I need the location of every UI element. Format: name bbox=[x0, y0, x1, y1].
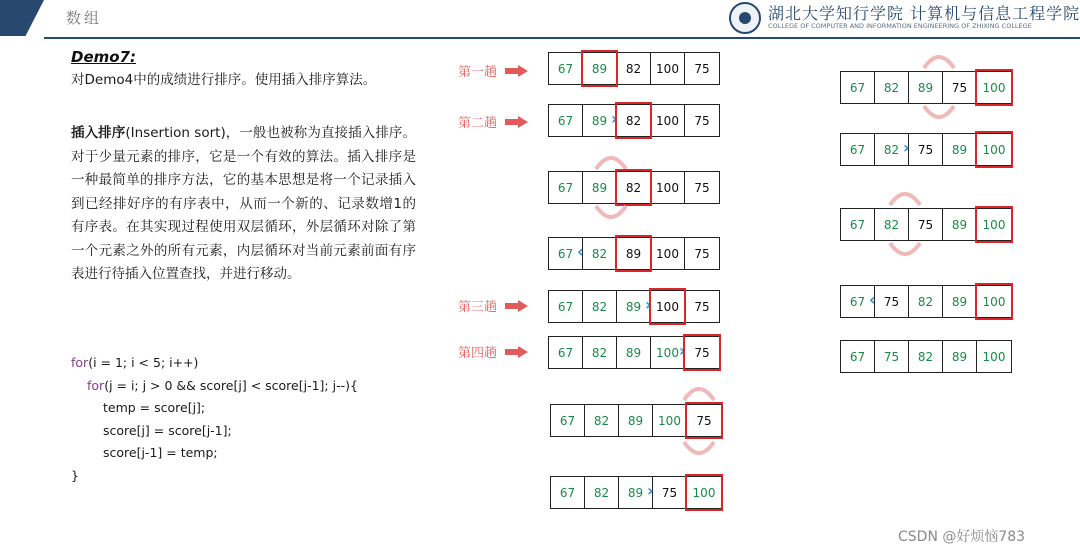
array-cell: 75 bbox=[694, 180, 710, 195]
array-cell bbox=[977, 209, 1011, 240]
right-arrow-icon bbox=[505, 300, 529, 312]
array-cell bbox=[577, 238, 617, 269]
array-cell bbox=[687, 405, 721, 436]
pass-label-text: 第二趟 bbox=[458, 116, 498, 131]
array-row bbox=[550, 404, 722, 437]
code-line: } bbox=[71, 467, 79, 483]
array-cell: 67 bbox=[841, 209, 875, 240]
array-cell: 67 bbox=[551, 477, 585, 508]
array-cell: 67 bbox=[549, 172, 583, 203]
swap-arrow-icon bbox=[680, 440, 718, 464]
array-cell: 67 bbox=[841, 341, 875, 372]
term-english: (Insertion sort) bbox=[125, 125, 226, 141]
code-keyword: for bbox=[71, 355, 89, 370]
array-cell: 82 bbox=[875, 72, 909, 103]
array-cell: 89 bbox=[583, 105, 617, 136]
cell-value: 75 bbox=[696, 413, 712, 428]
swap-arrow-icon bbox=[886, 241, 924, 265]
code-line: score[j] = score[j-1]; bbox=[103, 422, 232, 438]
array-cell: 67 bbox=[841, 134, 875, 165]
array-cell: 67 bbox=[549, 337, 583, 368]
code-text: (j = i; j > 0 && score[j] < score[j-1]; j--){ bbox=[104, 377, 358, 393]
array-cell: 89 bbox=[943, 286, 977, 317]
swap-arrow-icon bbox=[920, 104, 958, 128]
pass-label-4 bbox=[458, 342, 529, 361]
array-cell bbox=[977, 286, 1011, 317]
array-cell: 67 bbox=[549, 105, 583, 136]
code-line bbox=[71, 352, 358, 375]
task-text: 对Demo4中的成绩进行排序。使用插入排序算法。 bbox=[71, 72, 377, 88]
array-cell: 67 bbox=[549, 291, 583, 322]
array-row bbox=[840, 285, 1012, 318]
array-cell: 75 bbox=[909, 209, 943, 240]
array-cell: 89 bbox=[909, 72, 943, 103]
insert-caret-icon: › bbox=[679, 341, 686, 360]
array-row bbox=[548, 52, 720, 85]
array-cell bbox=[645, 291, 685, 322]
slide-title: 数组 bbox=[66, 9, 103, 27]
array-row bbox=[550, 476, 722, 509]
array-cell: 89 bbox=[943, 134, 977, 165]
array-cell: 75 bbox=[875, 341, 909, 372]
demo-title: Demo7: bbox=[71, 48, 136, 66]
description-text bbox=[71, 122, 416, 287]
array-cell: 89 bbox=[617, 337, 651, 368]
cell-value: 100 bbox=[656, 299, 679, 314]
cell-value: 75 bbox=[883, 294, 900, 309]
array-cell: 82 bbox=[585, 477, 619, 508]
array-cell bbox=[617, 172, 651, 203]
array-row bbox=[548, 171, 720, 204]
array-cell: 89 bbox=[619, 477, 653, 508]
array-row bbox=[840, 133, 1012, 166]
array-cell: 82 bbox=[583, 337, 617, 368]
array-cell: 67 bbox=[549, 53, 583, 84]
description-body: ，一般也被称为直接插入排序。对于少量元素的排序，它是一个有效的算法。插入排序是一种最简单的排序方法，它的基本思想是将一个记录插入到已经排好序的有序表中，从而一个新的、记录数增1的有序表。在其实现过程使用双层循环，外层循环对除了第一个元素之外的所有元素，内层循环对当前元素前面有序表进行待插入位置查找，并进行移动。 bbox=[71, 125, 417, 282]
header-band bbox=[0, 0, 44, 36]
right-arrow-icon bbox=[505, 346, 529, 358]
array-cell: 82 bbox=[583, 291, 617, 322]
array-cell bbox=[903, 134, 943, 165]
school-name-cn: 湖北大学知行学院 计算机与信息工程学院 bbox=[768, 4, 1080, 23]
swap-arrow-icon bbox=[680, 378, 718, 402]
array-cell bbox=[611, 105, 651, 136]
array-cell: 100 bbox=[651, 172, 685, 203]
array-row bbox=[548, 290, 720, 323]
array-cell: 75 bbox=[694, 299, 710, 314]
insert-caret-icon: › bbox=[645, 295, 652, 314]
array-cell: 67 bbox=[841, 286, 875, 317]
array-cell: 82 bbox=[909, 341, 943, 372]
cell-value: 82 bbox=[625, 180, 642, 195]
array-row bbox=[548, 104, 720, 137]
code-line bbox=[71, 375, 358, 398]
pass-label-text: 第三趟 bbox=[458, 300, 498, 315]
cell-value: 89 bbox=[625, 246, 642, 261]
pass-label-text: 第一趟 bbox=[458, 65, 498, 80]
array-cell: 89 bbox=[619, 405, 653, 436]
watermark: CSDN @好烦恼783 bbox=[898, 529, 1026, 545]
insert-caret-icon: ‹ bbox=[869, 290, 876, 309]
insert-caret-icon: › bbox=[647, 481, 654, 500]
array-cell: 75 bbox=[694, 246, 710, 261]
cell-value: 89 bbox=[591, 61, 608, 76]
pass-label-2 bbox=[458, 112, 529, 131]
swap-arrow-icon bbox=[592, 204, 630, 228]
array-cell bbox=[977, 72, 1011, 103]
term-label: 插入排序 bbox=[71, 125, 126, 141]
cell-value: 100 bbox=[982, 294, 1006, 309]
array-cell: 89 bbox=[583, 172, 617, 203]
array-cell: 67 bbox=[551, 405, 585, 436]
array-cell: 67 bbox=[549, 238, 583, 269]
array-cell: 89 bbox=[943, 341, 977, 372]
cell-value: 100 bbox=[692, 485, 716, 500]
array-cell: 82 bbox=[585, 405, 619, 436]
array-cell: 67 bbox=[841, 72, 875, 103]
cell-value: 75 bbox=[917, 142, 934, 157]
cell-value: 75 bbox=[694, 345, 710, 360]
cell-value: 82 bbox=[591, 246, 608, 261]
code-line: score[j-1] = temp; bbox=[103, 445, 218, 460]
swap-arrow-icon bbox=[592, 147, 630, 171]
slide-header bbox=[0, 0, 1080, 40]
array-cell: 100 bbox=[982, 349, 1006, 364]
insert-caret-icon: ‹ bbox=[577, 242, 584, 261]
array-cell: 82 bbox=[617, 53, 651, 84]
array-cell bbox=[617, 238, 651, 269]
array-row bbox=[548, 237, 720, 270]
array-cell bbox=[583, 53, 617, 84]
array-cell: 100 bbox=[651, 337, 685, 368]
array-cell: 89 bbox=[943, 209, 977, 240]
swap-arrow-icon bbox=[886, 183, 924, 207]
array-row bbox=[840, 340, 1012, 373]
array-cell: 82 bbox=[875, 134, 909, 165]
school-name-en: COLLEGE OF COMPUTER AND INFORMATION ENGINEERING OF ZHIXING COLLEGE bbox=[768, 22, 1032, 30]
array-cell: 100 bbox=[651, 105, 685, 136]
code-text: (i = 1; i < 5; i++) bbox=[88, 355, 199, 370]
array-cell: 89 bbox=[617, 291, 651, 322]
array-cell: 100 bbox=[651, 53, 685, 84]
array-cell: 75 bbox=[943, 72, 977, 103]
insert-caret-icon: › bbox=[611, 109, 618, 128]
header-divider bbox=[44, 37, 1080, 39]
array-cell bbox=[679, 337, 719, 368]
array-row bbox=[840, 71, 1012, 104]
right-arrow-icon bbox=[505, 116, 529, 128]
array-cell: 82 bbox=[875, 209, 909, 240]
cell-value: 100 bbox=[982, 217, 1006, 232]
code-keyword: for bbox=[87, 377, 105, 393]
code-block bbox=[71, 352, 358, 487]
pass-label-1 bbox=[458, 61, 529, 80]
array-cell: 100 bbox=[653, 405, 687, 436]
array-cell bbox=[687, 477, 721, 508]
array-cell bbox=[869, 286, 909, 317]
right-arrow-icon bbox=[505, 65, 529, 77]
cell-value: 75 bbox=[661, 485, 678, 500]
array-cell: 82 bbox=[909, 286, 943, 317]
array-cell: 100 bbox=[651, 238, 685, 269]
array-cell bbox=[977, 134, 1011, 165]
array-cell: 75 bbox=[694, 61, 710, 76]
pass-label-text: 第四趟 bbox=[458, 346, 498, 361]
swap-arrow-icon bbox=[920, 46, 958, 70]
array-cell bbox=[647, 477, 687, 508]
pass-label-3 bbox=[458, 296, 529, 315]
code-line: temp = score[j]; bbox=[103, 400, 206, 415]
insert-caret-icon: › bbox=[903, 138, 910, 157]
cell-value: 100 bbox=[982, 142, 1006, 157]
array-row bbox=[548, 336, 720, 369]
school-logo-icon bbox=[729, 2, 761, 34]
cell-value: 100 bbox=[982, 80, 1006, 95]
cell-value: 82 bbox=[625, 113, 642, 128]
array-cell: 75 bbox=[694, 113, 710, 128]
array-row bbox=[840, 208, 1012, 241]
